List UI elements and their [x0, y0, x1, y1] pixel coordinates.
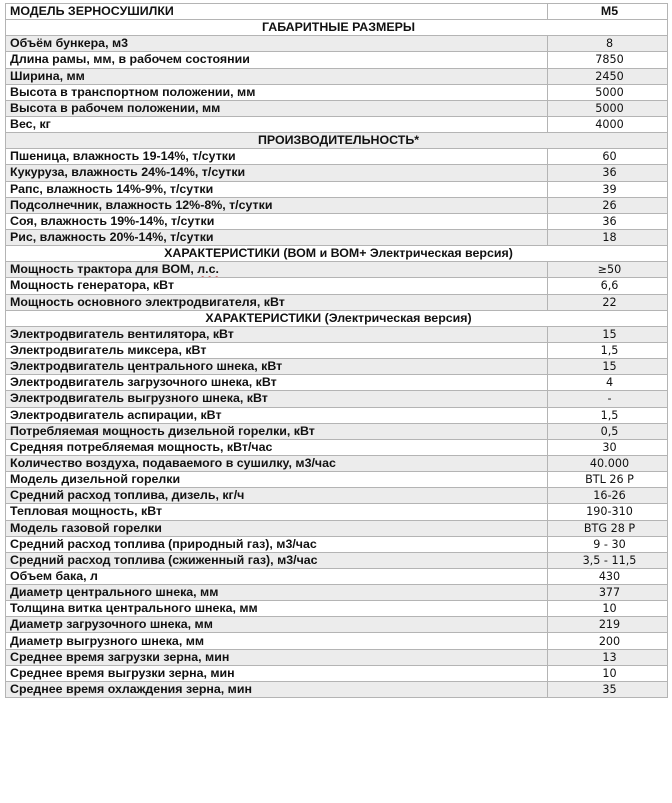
- spec-label-text: Объем бака, л: [10, 568, 98, 583]
- spec-label: [6, 278, 548, 294]
- spec-row: [6, 375, 668, 391]
- spec-row: [6, 455, 668, 471]
- spec-row: [6, 116, 668, 132]
- spec-value: 36: [548, 165, 668, 181]
- spec-row: [6, 278, 668, 294]
- header-label: МОДЕЛЬ ЗЕРНОСУШИЛКИ: [6, 4, 548, 20]
- spec-row: [6, 681, 668, 697]
- spec-row: [6, 536, 668, 552]
- spec-label: [6, 536, 548, 552]
- spec-value: 16-26: [548, 488, 668, 504]
- spec-value: 377: [548, 585, 668, 601]
- spec-value: 35: [548, 681, 668, 697]
- spec-label-text: Ширина, мм: [10, 68, 85, 83]
- spec-label-text: Рапс, влажность 14%-9%, т/сутки: [10, 181, 214, 196]
- spec-label-text: Электродвигатель миксера, кВт: [10, 343, 207, 358]
- spec-row: [6, 100, 668, 116]
- spec-label: [6, 472, 548, 488]
- spec-label-text: Высота в рабочем положении, мм: [10, 100, 221, 115]
- spec-label-text: Модель дизельной горелки: [10, 472, 181, 487]
- spec-label-text: Тепловая мощность, кВт: [10, 504, 163, 519]
- spec-label: [6, 149, 548, 165]
- spec-value: 430: [548, 568, 668, 584]
- spec-row: [6, 665, 668, 681]
- spec-row: [6, 423, 668, 439]
- spec-label-text: Электродвигатель выгрузного шнека, кВт: [10, 391, 268, 406]
- spec-label: [6, 84, 548, 100]
- spec-row: [6, 262, 668, 278]
- spec-label: [6, 455, 548, 471]
- spec-label-text: Мощность генератора, кВт: [10, 278, 175, 293]
- spec-label: [6, 681, 548, 697]
- spec-label: [6, 213, 548, 229]
- spec-label-text: Высота в транспортном положении, мм: [10, 84, 256, 99]
- spec-label-text: Длина рамы, мм, в рабочем состоянии: [10, 52, 250, 67]
- spec-value: 1,5: [548, 407, 668, 423]
- header-row: [6, 4, 668, 20]
- spec-row: [6, 488, 668, 504]
- spec-label-text: Толщина витка центрального шнека, мм: [10, 601, 258, 616]
- spec-label-text: Вес, кг: [10, 117, 51, 132]
- section-title: ГАБАРИТНЫЕ РАЗМЕРЫ: [6, 20, 668, 36]
- spec-label-text: Диаметр выгрузного шнека, мм: [10, 633, 205, 648]
- spec-row: [6, 504, 668, 520]
- spec-label: [6, 197, 548, 213]
- spec-label: [6, 601, 548, 617]
- spec-label: [6, 568, 548, 584]
- spec-row: [6, 197, 668, 213]
- spec-row: [6, 585, 668, 601]
- spec-row: [6, 149, 668, 165]
- spec-value: 40.000: [548, 455, 668, 471]
- section-title: ХАРАКТЕРИСТИКИ (ВОМ и ВОМ+ Электрическая версия): [6, 246, 668, 262]
- section-header-row: [6, 20, 668, 36]
- model-name: M5: [548, 4, 668, 20]
- spec-value: 13: [548, 649, 668, 665]
- spec-label: [6, 552, 548, 568]
- spec-label-text: Среднее время загрузки зерна, мин: [10, 649, 230, 664]
- spec-label-text: Диаметр загрузочного шнека, мм: [10, 617, 213, 632]
- spec-row: [6, 568, 668, 584]
- section-header-row: [6, 310, 668, 326]
- spec-row: [6, 36, 668, 52]
- spec-row: [6, 520, 668, 536]
- spec-label: [6, 375, 548, 391]
- spec-label-text: Подсолнечник, влажность 12%-8%, т/сутки: [10, 197, 273, 212]
- spec-row: [6, 391, 668, 407]
- spec-label: [6, 36, 548, 52]
- spec-row: [6, 601, 668, 617]
- spec-label-text: Средний расход топлива (сжиженный газ), м3/час: [10, 552, 318, 567]
- spec-label-text: Средний расход топлива (природный газ), м3/час: [10, 536, 317, 551]
- spec-label-text: Средний расход топлива, дизель, кг/ч: [10, 488, 245, 503]
- spec-value: 5000: [548, 84, 668, 100]
- spec-label: [6, 326, 548, 342]
- spec-label: [6, 391, 548, 407]
- section-header-row: [6, 133, 668, 149]
- spec-row: [6, 552, 668, 568]
- spec-value: 190-310: [548, 504, 668, 520]
- spec-row: [6, 407, 668, 423]
- spec-value: 10: [548, 601, 668, 617]
- spec-row: [6, 181, 668, 197]
- spec-value: 219: [548, 617, 668, 633]
- spec-value: 36: [548, 213, 668, 229]
- spec-row: [6, 342, 668, 358]
- spec-label: [6, 439, 548, 455]
- spec-label: [6, 504, 548, 520]
- spec-label-text: Средняя потребляемая мощность, кВт/час: [10, 439, 273, 454]
- spec-value: 9 - 30: [548, 536, 668, 552]
- spec-row: [6, 213, 668, 229]
- spec-row: [6, 326, 668, 342]
- spec-value: 15: [548, 326, 668, 342]
- spec-row: [6, 229, 668, 245]
- spec-label: [6, 181, 548, 197]
- spec-label-text: Электродвигатель загрузочного шнека, кВт: [10, 375, 277, 390]
- spec-value: 60: [548, 149, 668, 165]
- section-title: ХАРАКТЕРИСТИКИ (Электрическая версия): [6, 310, 668, 326]
- spec-row: [6, 633, 668, 649]
- spec-label: [6, 165, 548, 181]
- spec-label: [6, 423, 548, 439]
- spec-label: [6, 100, 548, 116]
- spec-label-text: Потребляемая мощность дизельной горелки, кВт: [10, 423, 315, 438]
- spec-label-text: Диаметр центрального шнека, мм: [10, 585, 219, 600]
- spec-value: 1,5: [548, 342, 668, 358]
- spec-label-text: Количество воздуха, подаваемого в сушилку, м3/час: [10, 456, 336, 470]
- spec-value: 6,6: [548, 278, 668, 294]
- spec-value: BTL 26 P: [548, 472, 668, 488]
- spec-value: 2450: [548, 68, 668, 84]
- spec-label: [6, 52, 548, 68]
- spec-value: 4000: [548, 116, 668, 132]
- spec-label-text: Мощность основного электродвигателя, кВт: [10, 294, 285, 309]
- spec-row: [6, 165, 668, 181]
- spec-row: [6, 439, 668, 455]
- spec-value: 39: [548, 181, 668, 197]
- spec-label-text: Мощность трактора для ВОМ,: [10, 262, 198, 277]
- spec-label: [6, 116, 548, 132]
- spec-label-text: Среднее время выгрузки зерна, мин: [10, 665, 235, 680]
- spec-label: [6, 488, 548, 504]
- spec-value: 8: [548, 36, 668, 52]
- spec-value: 0,5: [548, 423, 668, 439]
- spec-label: [6, 617, 548, 633]
- spec-label-text: Соя, влажность 19%-14%, т/сутки: [10, 213, 215, 228]
- spec-label: [6, 359, 548, 375]
- spec-label: [6, 262, 548, 278]
- spec-table: [5, 3, 668, 698]
- spec-table-body: [6, 4, 668, 698]
- spec-label-text: Пшеница, влажность 19-14%, т/сутки: [10, 149, 236, 164]
- spec-label: [6, 342, 548, 358]
- spec-row: [6, 472, 668, 488]
- section-title: ПРОИЗВОДИТЕЛЬНОСТЬ*: [6, 133, 668, 149]
- section-header-row: [6, 246, 668, 262]
- spec-label-unit: л.с.: [197, 262, 219, 277]
- spec-label: [6, 294, 548, 310]
- spec-label-text: Рис, влажность 20%-14%, т/сутки: [10, 230, 214, 245]
- spec-value: 4: [548, 375, 668, 391]
- spec-value: 5000: [548, 100, 668, 116]
- spec-label: [6, 520, 548, 536]
- spec-value: -: [548, 391, 668, 407]
- spec-row: [6, 84, 668, 100]
- spec-label-text: Кукуруза, влажность 24%-14%, т/сутки: [10, 165, 246, 180]
- spec-value: 10: [548, 665, 668, 681]
- spec-value: BTG 28 P: [548, 520, 668, 536]
- spec-row: [6, 359, 668, 375]
- spec-value: 22: [548, 294, 668, 310]
- spec-value: ≥50: [548, 262, 668, 278]
- spec-label: [6, 229, 548, 245]
- spec-value: 200: [548, 633, 668, 649]
- spec-row: [6, 68, 668, 84]
- spec-value: 18: [548, 229, 668, 245]
- spec-value: 15: [548, 359, 668, 375]
- spec-label-text: Объём бункера, м3: [10, 36, 129, 51]
- spec-label: [6, 407, 548, 423]
- spec-label: [6, 585, 548, 601]
- spec-label: [6, 665, 548, 681]
- spec-label-text: Среднее время охлаждения зерна, мин: [10, 681, 252, 696]
- spec-label-text: Электродвигатель вентилятора, кВт: [10, 326, 234, 341]
- spec-label-text: Электродвигатель аспирации, кВт: [10, 407, 222, 422]
- spec-label: [6, 633, 548, 649]
- spec-label-text: Электродвигатель центрального шнека, кВт: [10, 359, 283, 374]
- spec-value: 3,5 - 11,5: [548, 552, 668, 568]
- spec-row: [6, 649, 668, 665]
- spec-row: [6, 617, 668, 633]
- spec-label-text: Модель газовой горелки: [10, 520, 162, 535]
- spec-value: 30: [548, 439, 668, 455]
- spec-label: [6, 649, 548, 665]
- spec-row: [6, 52, 668, 68]
- spec-value: 26: [548, 197, 668, 213]
- spec-label: [6, 68, 548, 84]
- spec-value: 7850: [548, 52, 668, 68]
- spec-row: [6, 294, 668, 310]
